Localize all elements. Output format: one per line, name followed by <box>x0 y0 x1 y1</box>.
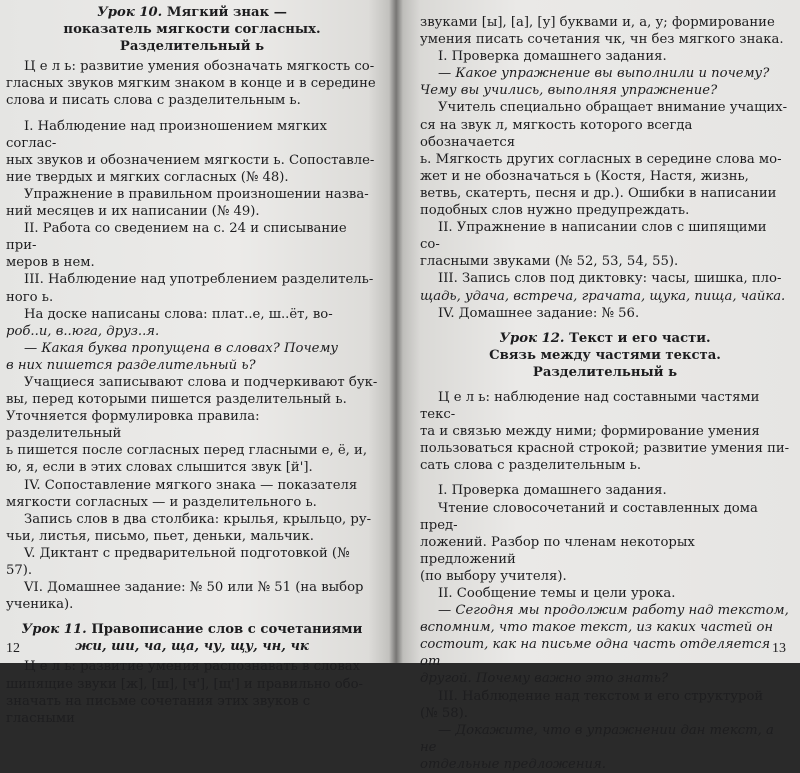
text-line: Уточняется формулировка правила: разделительный <box>6 409 260 442</box>
text-line: — Докажите, что в упражнении дан текст, а не <box>420 722 774 755</box>
lesson-11-heading <box>6 621 378 655</box>
lesson-10-subtitle: показатель мягкости согласных. <box>63 22 321 38</box>
lesson-11-continued-body <box>420 14 790 322</box>
text-line: II. Работа со сведением на с. 24 и списывание при- <box>6 221 347 254</box>
text-line: сать слова с разделительным ь. <box>420 458 642 474</box>
text-line: ь. Мягкость других согласных в середине слова мо- <box>420 151 782 167</box>
text-line: III. Наблюдение над текстом и его структурой <box>438 688 764 704</box>
lesson-12-subtitle-2: Разделительный ь <box>532 364 678 380</box>
lesson-12-title: Текст и его части. <box>564 330 711 346</box>
text-line: чьи, листья, письмо, пьет, деньки, мальчик. <box>6 528 314 544</box>
lesson-12-body <box>420 389 790 773</box>
text-line: шипящие звуки [ж], [ш], [ч'], [щ'] и правильно обо- <box>6 676 363 692</box>
text-line: звуками [ы], [а], [у] буквами и, а, у; формирование <box>420 15 775 30</box>
lesson-11-subtitle: жи, ши, ча, ща, чу, щу, чн, чк <box>75 639 309 655</box>
text-line: отдельные предложения. <box>420 756 606 772</box>
text-line: VI. Домашнее задание: № 50 или № 51 (на выбор <box>24 580 364 596</box>
text-line: (по выбору учителя). <box>420 568 567 584</box>
text-line: другой. Почему важно это знать? <box>420 671 669 687</box>
paragraph-gap <box>420 474 790 482</box>
text-line: Чему вы учились, выполняя упражнение? <box>420 83 718 99</box>
text-line: подобных слов нужно предупреждать. <box>420 203 690 219</box>
text-line: Ц е л ь: наблюдение над составными частями текс- <box>420 389 760 423</box>
text-line: II. Упражнение в написании слов с шипящими со- <box>420 220 767 253</box>
text-line: Запись слов в два столбика: крылья, крыльцо, ру- <box>24 511 372 527</box>
lesson-11-number: Урок 11. <box>21 622 87 638</box>
lesson-10-number: Урок 10. <box>97 5 163 20</box>
lesson-11-body <box>6 658 378 726</box>
text-line: та и связью между ними; формирование умения <box>420 424 760 440</box>
page-number-right: 13 <box>772 640 786 656</box>
text-line: ние твердых и мягких согласных (№ 48). <box>6 169 289 185</box>
text-line: жет и не обозначаться ь (Костя, Настя, жизнь, <box>420 168 749 184</box>
lesson-10-heading <box>6 4 378 55</box>
text-line: III. Наблюдение над употреблением разделитель- <box>24 272 374 288</box>
text-line: (№ 58). <box>420 705 468 721</box>
text-line: III. Запись слов под диктовку: часы, шишка, пло- <box>438 271 782 287</box>
text-line: ся на звук л, мягкость которого всегда обозначается <box>420 117 693 150</box>
text-line: пользоваться красной строкой; развитие умения пи- <box>420 441 790 457</box>
text-line: в них пишется разделительный ь? <box>6 357 256 373</box>
left-page <box>0 0 396 726</box>
text-line: мягкости согласных — и разделительного ь. <box>6 494 317 510</box>
text-line: — Какая буква пропущена в словах? Почему <box>24 340 339 356</box>
text-line: ных звуков и обозначением мягкости ь. Сопоставле- <box>6 152 375 168</box>
text-line: I. Проверка домашнего задания. <box>438 49 667 65</box>
lesson-12-subtitle: Связь между частями текста. <box>489 347 721 363</box>
right-page <box>396 0 800 772</box>
text-line: V. Диктант с предварительной подготовкой (№ 57). <box>6 545 350 578</box>
text-line: ложений. Разбор по членам некоторых предложений <box>420 534 695 567</box>
text-line: — Какое упражнение вы выполнили и почему? <box>438 66 770 82</box>
lesson-12-heading <box>420 330 790 381</box>
text-line: щадь, удача, встреча, грачата, щука, пища, чайка. <box>420 288 786 304</box>
lesson-10-subtitle-2: Разделительный ь <box>119 39 265 55</box>
text-line: ветвь, скатерть, песня и др.). Ошибки в написании <box>420 185 777 201</box>
text-line: ного ь. <box>6 289 54 305</box>
lesson-12-number: Урок 12. <box>499 330 565 346</box>
text-line: вспомним, что такое текст, из каких частей он <box>420 620 774 636</box>
text-line: Учащиеся записывают слова и подчеркивают бук- <box>24 374 378 390</box>
lesson-11-title: Правописание слов с сочетаниями <box>86 622 363 638</box>
text-line: Ц е л ь: развитие умения распознавать в словах <box>24 659 361 675</box>
text-line: слова и писать слова с разделительным ь. <box>6 93 301 109</box>
text-line: роб..и, в..юга, друз..я. <box>6 323 160 339</box>
text-line: гласных звуков мягким знаком в конце и в середине <box>6 76 376 92</box>
text-line: Учитель специально обращает внимание учащих- <box>438 100 788 116</box>
text-line: На доске написаны слова: плат..е, ш..ёт, во- <box>24 306 333 322</box>
text-line: меров в нем. <box>6 255 95 271</box>
text-line: IV. Домашнее задание: № 56. <box>438 305 640 321</box>
text-line: Ц е л ь: развитие умения обозначать мягкость со- <box>24 59 375 75</box>
text-line: значать на письме сочетания этих звуков с гласными <box>6 693 311 726</box>
text-line: умения писать сочетания чк, чн без мягкого знака. <box>420 32 784 48</box>
text-line: Упражнение в правильном произношении назва- <box>24 186 369 202</box>
text-line: II. Сообщение темы и цели урока. <box>438 586 676 601</box>
text-line: ю, я, если в этих словах слышится звук [й']. <box>6 460 313 476</box>
text-line: ний месяцев и их написании (№ 49). <box>6 204 260 220</box>
lesson-10-title: Мягкий знак — <box>162 5 287 20</box>
text-line: гласными звуками (№ 52, 53, 54, 55). <box>420 254 679 270</box>
page-number-left: 12 <box>6 640 20 656</box>
text-line: состоит, как на письме одна часть отделяется от <box>420 637 771 670</box>
text-line: Чтение словосочетаний и составленных дома пред- <box>420 500 758 533</box>
text-line: I. Проверка домашнего задания. <box>438 483 667 499</box>
text-line: IV. Сопоставление мягкого знака — показателя <box>24 477 358 493</box>
text-line: — Сегодня мы продолжим работу над текстом, <box>438 603 789 619</box>
text-line: I. Наблюдение над произношением мягких соглас- <box>6 118 327 151</box>
lesson-10-body <box>6 58 378 613</box>
paragraph-gap <box>6 110 378 118</box>
text-line: ученика). <box>6 597 74 613</box>
text-line: вы, перед которыми пишется разделительный ь. <box>6 392 347 408</box>
text-line: ь пишется после согласных перед гласными е, ё, и, <box>6 443 368 459</box>
